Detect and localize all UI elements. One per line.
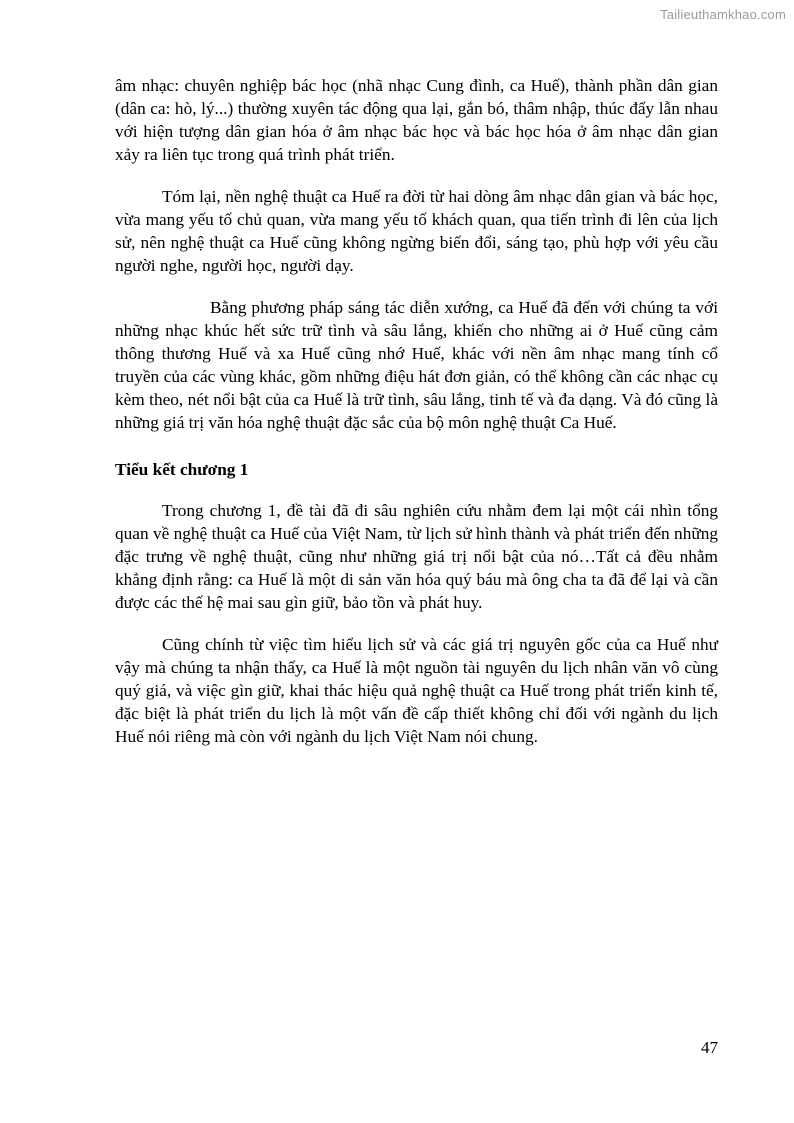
document-body bbox=[115, 74, 718, 767]
page-number: 47 bbox=[701, 1038, 718, 1057]
paragraph-5: Cũng chính từ việc tìm hiểu lịch sử và các giá trị nguyên gốc của ca Huế như vậy mà chúng ta nhận thấy, ca Huế là một nguồn tài nguyên du lịch nhân văn vô cùng quý giá, và việc gìn giữ, khai thác hiệu quả nghệ thuật ca Huế trong phát triển kinh tế, đặc biệt là phát triển du lịch là một vấn đề cấp thiết không chỉ đối với ngành du lịch Huế nói riêng mà còn với ngành du lịch Việt Nam nói chung. bbox=[115, 635, 718, 746]
section-heading: Tiểu kết chương 1 bbox=[115, 460, 249, 479]
paragraph-3: Bằng phương pháp sáng tác diễn xướng, ca Huế đã đến với chúng ta với những nhạc khúc hết sức trữ tình và sâu lắng, khiến cho những ai ở Huế cũng cảm thông thương Huế và xa Huế cũng nhớ Huế, khác với nền âm nhạc mang tính cổ truyền của các vùng khác, gồm những điệu hát đơn giản, có thể không cần các nhạc cụ kèm theo, nét nổi bật của ca Huế là trữ tình, sâu lắng, tinh tế và đa dạng. Và đó cũng là những giá trị văn hóa nghệ thuật đặc sắc của bộ môn nghệ thuật Ca Huế. bbox=[115, 298, 718, 432]
watermark: Tailieuthamkhao.com bbox=[660, 7, 786, 22]
paragraph-1: âm nhạc: chuyên nghiệp bác học (nhã nhạc Cung đình, ca Huế), thành phần dân gian (dân ca: hò, lý...) thường xuyên tác động qua lại, gắn bó, thâm nhập, thúc đẩy lẫn nhau với hiện tượng dân gian hóa ở âm nhạc bác học và bác học hóa ở âm nhạc dân gian xảy ra liên tục trong quá trình phát triển. bbox=[115, 76, 718, 164]
paragraph-4: Trong chương 1, đề tài đã đi sâu nghiên cứu nhằm đem lại một cái nhìn tổng quan về nghệ thuật ca Huế của Việt Nam, từ lịch sử hình thành và phát triển đến những đặc trưng về nghệ thuật, cũng như những giá trị nổi bật của nó…Tất cả đều nhằm khẳng định rằng: ca Huế là một di sản văn hóa quý báu mà ông cha ta đã để lại và cần được các thế hệ mai sau gìn giữ, bảo tồn và phát huy. bbox=[115, 501, 718, 612]
paragraph-2: Tóm lại, nền nghệ thuật ca Huế ra đời từ hai dòng âm nhạc dân gian và bác học, vừa mang yếu tố chủ quan, vừa mang yếu tố khách quan, qua tiến trình đi lên của lịch sử, nên nghệ thuật ca Huế cũng không ngừng biến đổi, sáng tạo, phù hợp với yêu cầu người nghe, người học, người dạy. bbox=[115, 187, 718, 275]
